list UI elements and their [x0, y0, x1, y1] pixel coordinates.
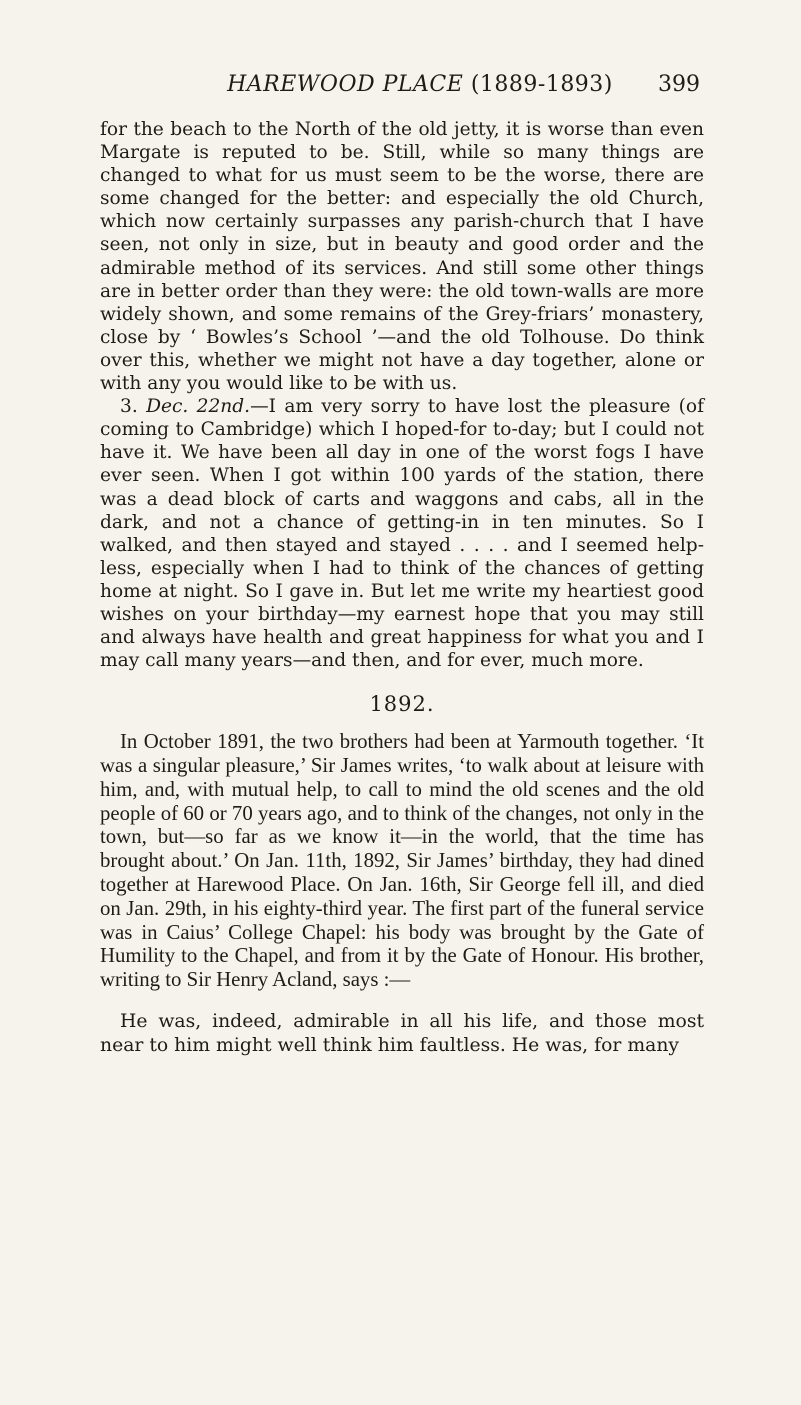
running-head-title: HAREWOOD PLACE: [227, 72, 464, 97]
letter-continuation-paragraph: for the beach to the North of the old jetty, it is worse than even Margate is reputed to be. Still, while so many things are changed to what for us must seem to be the worse, there are some changed for the better: and especially the old Church, which now certainly surpasses any parish-church that I have seen, not only in size, but in beauty and good order and the admirable method of its services. And still some other things are in better order than they were: the old town-walls are more widely shown, and some remains of the Grey-friars’ monastery, close by ‘ Bowles’s School ’—and the old Tolhouse. Do think over this, whether we might not have a day together, alone or with any you would like to be with us.: [100, 119, 704, 395]
narrative-paragraph: In October 1891, the two brothers had been at Yarmouth together. ‘It was a singular pleasure,’ Sir James writes, ‘to walk about at leisure with him, and, with mutual help, to call to mind the old scenes and the old people of 60 or 70 years ago, and to think of the changes, not only in the town, but—so far as we know it—in the world, that the time has brought about.’ On Jan. 11th, 1892, Sir James’ birthday, they had dined together at Harewood Place. On Jan. 16th, Sir George fell ill, and died on Jan. 29th, in his eighty-third year. The first part of the funeral service was in Caius’ College Chapel: his body was brought by the Gate of Humility to the Chapel, and from it by the Gate of Honour. His brother, writing to Sir Henry Acland, says :—: [100, 730, 704, 992]
letter-date: [146, 396, 250, 417]
page-number: 399: [658, 72, 700, 97]
quoted-letter-paragraph: He was, indeed, admirable in all his life, and those most near to him might well think him faultless. He was, for many: [100, 1011, 704, 1057]
letter-date-prefix: Dec. 22: [146, 396, 221, 418]
letter-number: 3.: [120, 396, 138, 418]
running-head: [150, 72, 690, 97]
page-body: [100, 118, 704, 1058]
running-head-years: (1889-1893): [470, 72, 613, 97]
letter-three-text: —I am very sorry to have lost the pleasure (of coming to Cambridge) which I hoped-for to-day; but I could not have it. We have been all day in one of the worst fogs I have ever seen. When I got within 100 yards of the station, there was a dead block of carts and waggons and cabs, all in the dark, and not a chance of getting-in in ten minutes. So I walked, and then stayed and stayed . . . . and I seemed help-less, especially when I had to think of the chances of getting home at night. So I gave in. But let me write my heartiest good wishes on your birthday—my earnest hope that you may still and always have health and great happiness for what you and I may call many years—and then, and for ever, much more.: [100, 396, 704, 672]
year-heading: 1892.: [369, 692, 435, 717]
letter-date-suffix: nd.: [220, 396, 251, 418]
letter-three-paragraph: [100, 395, 704, 672]
